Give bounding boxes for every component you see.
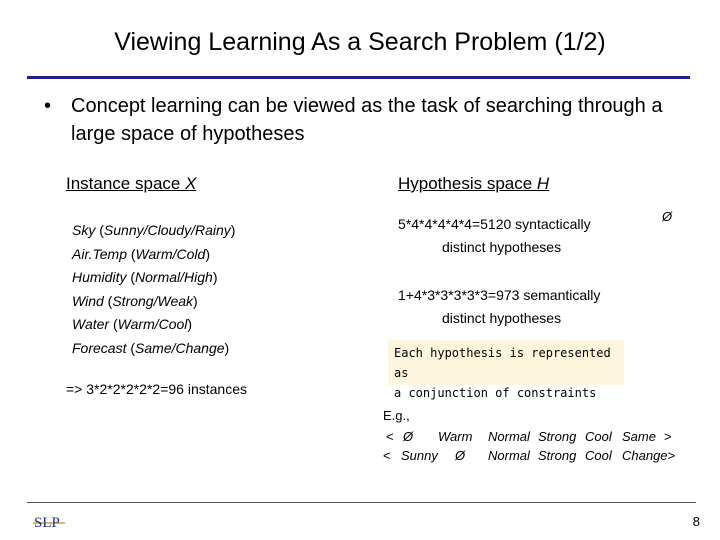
instance-space-heading-text: Instance space [66, 174, 186, 193]
attribute-values: Normal/High [135, 269, 213, 285]
attribute-values: Warm/Cold [135, 245, 206, 262]
empty-set-symbol: Ø [662, 209, 673, 224]
syntactic-line-1: 5*4*4*4*4*4=5120 syntactically [398, 216, 591, 232]
slp-logo [31, 506, 67, 536]
attribute-item: Wind (Strong/Weak) [72, 292, 198, 309]
example-token: Warm [438, 429, 473, 444]
example-token: Ø [403, 429, 414, 444]
semantic-hypotheses [398, 284, 600, 330]
attribute-values: Strong/Weak [112, 292, 194, 309]
hypothesis-space-heading [398, 174, 549, 194]
bullet-text: Concept learning can be viewed as the task of searching through a large space of hypotheses [71, 95, 663, 145]
syntactic-line-2: distinct hypotheses [442, 239, 562, 255]
slide-title: Viewing Learning As a Search Problem (1/2) [114, 28, 606, 56]
title-underline [27, 76, 690, 79]
example-token: < [386, 429, 394, 444]
hypothesis-space-variable: H [536, 174, 550, 193]
semantic-line-2: distinct hypotheses [442, 310, 562, 326]
attribute-name: Humidity [72, 269, 127, 285]
example-token: Sunny [401, 448, 438, 463]
footer-rule [27, 502, 696, 503]
syntactic-hypotheses [398, 213, 591, 259]
attribute-item: Water (Warm/Cool) [72, 316, 193, 332]
attribute-values: Warm/Cool [117, 316, 188, 332]
page-number: 8 [692, 514, 700, 529]
attribute-values: Same/Change [135, 339, 225, 356]
attribute-list [72, 219, 235, 360]
hypothesis-note-box [388, 340, 624, 400]
example-token: Cool [585, 448, 612, 463]
instance-space-variable: X [185, 174, 197, 193]
attribute-name: Sky [72, 222, 96, 238]
example-token: < [383, 448, 391, 463]
instance-space-heading [66, 174, 196, 194]
attribute-values: Sunny/Cloudy/Rainy [103, 222, 231, 238]
attribute-item: Humidity (Normal/High) [72, 269, 218, 285]
attribute-item: Air.Temp (Warm/Cold) [72, 245, 210, 262]
example-token: > [664, 429, 672, 444]
attribute-name: Wind [72, 292, 104, 309]
note-line-2: a conjunction of constraints [394, 386, 597, 400]
example-token: Ø [455, 448, 466, 463]
attribute-name: Air.Temp [72, 245, 127, 262]
example-token: Strong [538, 429, 577, 444]
note-line-1: Each hypothesis is represented as [394, 346, 611, 380]
slp-logo-text: SLP [34, 515, 60, 531]
hypothesis-space-heading-text: Hypothesis space [398, 174, 537, 193]
attribute-name: Water [72, 316, 110, 332]
example-token: Strong [538, 448, 577, 463]
attribute-item: Forecast (Same/Change) [72, 339, 230, 356]
example-token: Normal [488, 448, 530, 463]
example-token: Same [622, 429, 656, 444]
example-label: E.g., [383, 408, 410, 423]
example-token: Normal [488, 429, 530, 444]
example-token: Change> [622, 448, 676, 463]
instances-count: => 3*2*2*2*2*2=96 instances [66, 381, 247, 397]
example-token: Cool [585, 429, 612, 444]
attribute-name: Forecast [72, 339, 127, 356]
attribute-item: Sky (Sunny/Cloudy/Rainy) [72, 222, 236, 238]
semantic-line-1: 1+4*3*3*3*3*3=973 semantically [398, 287, 601, 303]
bullet-marker: • [44, 95, 52, 117]
